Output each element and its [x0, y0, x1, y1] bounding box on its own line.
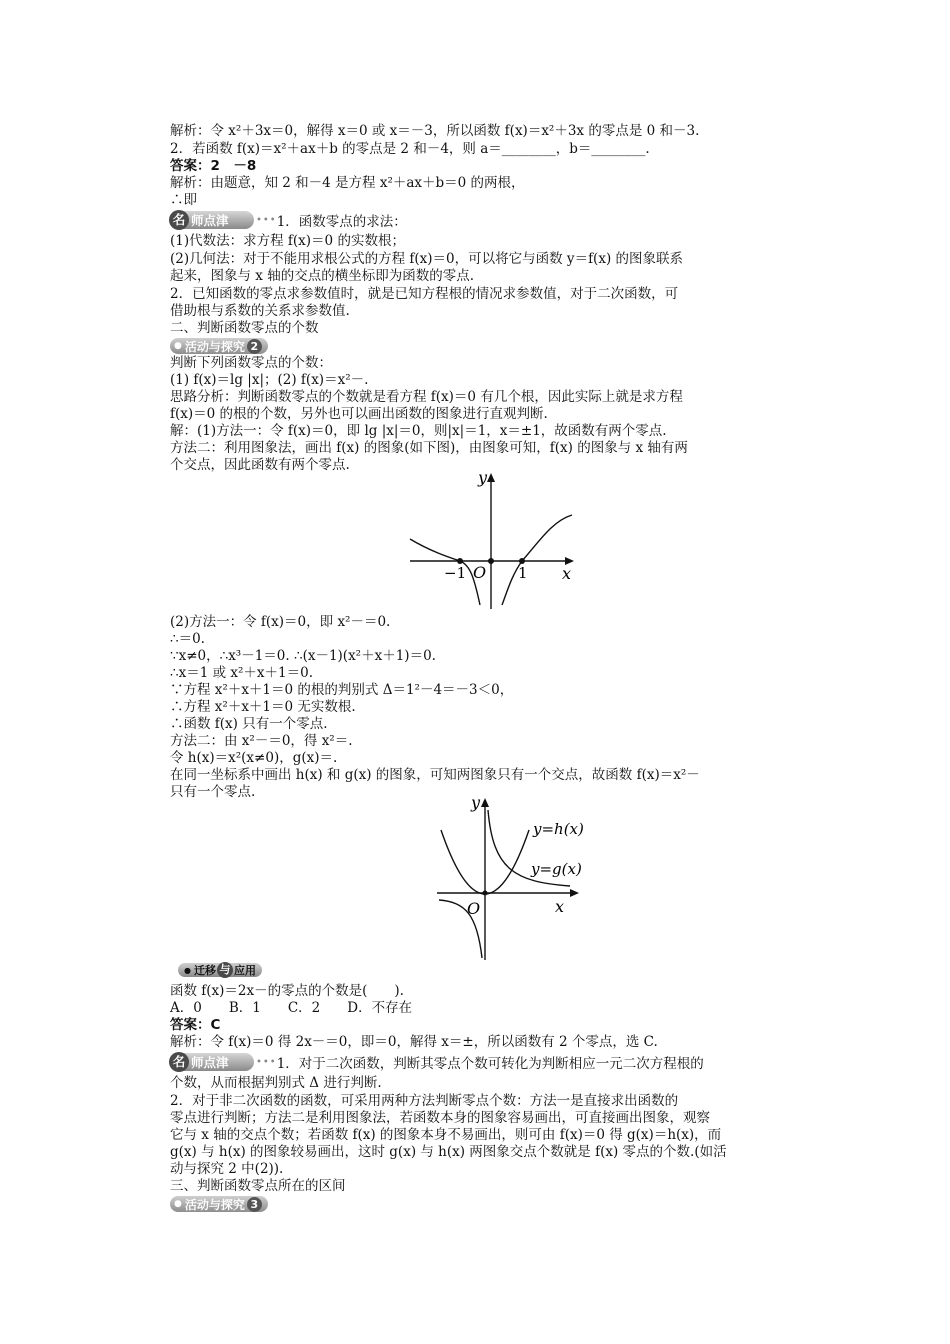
- activity-pill-2: [170, 338, 268, 354]
- tip-dots: •••: [256, 1056, 277, 1068]
- text-n2: A．0 B．1 C．2 D．不存在: [170, 1000, 413, 1016]
- tip-text-2: 1．对于二次函数，判断其零点个数可转化为判断相应一元二次方程根的: [276, 1056, 704, 1072]
- activity-banner-3: [170, 1195, 268, 1213]
- x-label: x: [555, 897, 565, 916]
- transfer-badge: [178, 963, 262, 977]
- text-n3: 答案：C: [170, 1017, 221, 1033]
- zero-point-origin: [488, 558, 494, 564]
- activity-banner-2: [170, 337, 268, 355]
- text-m10: 在同一坐标系中画出 h(x) 和 g(x) 的图象，可知两图象只有一个交点，故函数 f(x)＝x²－: [170, 767, 700, 783]
- text-l15: 思路分析：判断函数零点的个数就是看方程 f(x)＝0 有几个根，因此实际上就是求方程: [170, 389, 683, 405]
- analysis-1: 解析：令 x²＋3x＝0，解得 x＝0 或 x＝－3，所以函数 f(x)＝x²＋3x 的零点是 0 和－3.: [170, 123, 700, 139]
- text-l18: 方法二：利用图象法，画出 f(x) 的图象(如下图)，由图象可知，f(x) 的图象与 x 轴有两: [170, 440, 688, 456]
- tip-banner-2: [170, 1052, 704, 1072]
- curve-right: [502, 515, 572, 605]
- origin-label: O: [473, 563, 487, 582]
- text-m11: 只有一个零点.: [170, 784, 256, 800]
- x-axis-arrow-icon: [570, 889, 579, 897]
- origin-label: O: [467, 899, 481, 918]
- transfer-label-a: 迁移: [193, 964, 216, 977]
- y-label: y: [478, 468, 488, 487]
- text-l9: 起来，图象与 x 轴的交点的横坐标即为函数的零点.: [170, 268, 474, 284]
- activity-label-3: 活动与探究: [184, 1197, 245, 1212]
- activity-pill-3: [170, 1196, 268, 1212]
- analysis-2: 解析：由题意，知 2 和－4 是方程 x²＋ax＋b＝0 的两根，: [170, 175, 525, 191]
- activity-number-2: 2: [247, 339, 262, 354]
- text-m4: ∴x＝1 或 x²＋x＋1＝0.: [170, 665, 313, 681]
- tick-neg1: −1: [444, 564, 467, 582]
- text-l7: (1)代数法：求方程 f(x)＝0 的实数根；: [170, 233, 405, 249]
- bullet-icon: ●: [174, 1199, 182, 1209]
- tip-badge-rest: 师点津: [191, 1055, 229, 1070]
- tip-badge: [170, 211, 254, 229]
- question-2: 2．若函数 f(x)＝x²＋ax＋b 的零点是 2 和－4，则 a＝________，b＝________.: [170, 141, 650, 157]
- text-n8: 零点进行判断；方法二是利用图象法，若函数本身的图象容易画出，可直接画出图象，观察: [170, 1110, 710, 1126]
- tip-dots: •••: [256, 214, 277, 226]
- y-axis-arrow-icon: [487, 473, 495, 482]
- h-curve-label: y=h(x): [533, 820, 584, 838]
- text-n10: g(x) 与 h(x) 的图象较易画出，这时 g(x) 与 h(x) 两图象交点个数就是 f(x) 零点的个数.(如活: [170, 1144, 727, 1160]
- therefore-line: ∴即: [170, 192, 197, 208]
- transfer-banner: [178, 962, 262, 978]
- text-l13: 判断下列函数零点的个数：: [170, 355, 332, 371]
- text-m9: 令 h(x)＝x²(x≠0)，g(x)＝.: [170, 750, 338, 766]
- transfer-label-b: 应用: [233, 964, 256, 977]
- y-axis-arrow-icon: [481, 798, 489, 807]
- bullet-icon: ●: [184, 965, 191, 975]
- text-m7: ∴函数 f(x) 只有一个零点.: [170, 716, 328, 732]
- activity-label-2: 活动与探究: [184, 339, 245, 354]
- tip-badge-rest: 师点津: [191, 213, 229, 228]
- tip-badge-circle: 名: [169, 1052, 189, 1072]
- text-n4: 解析：令 f(x)＝0 得 2x－＝0，即＝0，解得 x＝±，所以函数有 2 个零点，选 C.: [170, 1034, 658, 1050]
- tick-pos1: 1: [518, 564, 528, 582]
- transfer-label-mid: 与: [217, 962, 233, 978]
- answer-2: 答案：2 －8: [170, 158, 257, 174]
- text-n1: 函数 f(x)＝2x－的零点的个数是( ).: [170, 983, 404, 999]
- text-l16: f(x)＝0 的根的个数，另外也可以画出函数的图象进行直观判断.: [170, 406, 548, 422]
- y-label: y: [471, 793, 481, 812]
- graph-lg-abs-x: [400, 465, 590, 615]
- bullet-icon: ●: [174, 341, 182, 351]
- text-n7: 2．对于非二次函数的函数，可采用两种方法判断零点个数：方法一是直接求出函数的: [170, 1093, 679, 1109]
- text-l10: 2．已知函数的零点求参数值时，就是已知方程根的情况求参数值，对于二次函数，可: [170, 286, 679, 302]
- text-l19: 个交点，因此函数有两个零点.: [170, 457, 350, 473]
- intersection-point: [483, 891, 488, 896]
- section-heading-2: 二、判断函数零点的个数: [170, 320, 319, 336]
- text-m8: 方法二：由 x²－＝0，得 x²＝.: [170, 733, 353, 749]
- g-curve-label: y=g(x): [531, 860, 582, 878]
- activity-number-3: 3: [247, 1197, 262, 1212]
- text-m6: ∴方程 x²＋x＋1＝0 无实数根.: [170, 699, 356, 715]
- text-l8: (2)几何法：对于不能用求根公式的方程 f(x)＝0，可以将它与函数 y＝f(x) 的图象联系: [170, 251, 683, 267]
- text-l17: 解：(1)方法一：令 f(x)＝0，即 lg |x|＝0，则|x|＝1，x＝±1，故函数有两个零点.: [170, 423, 667, 439]
- text-l14: (1) f(x)＝lg |x|；(2) f(x)＝x²－.: [170, 372, 369, 388]
- text-m5: ∵方程 x²＋x＋1＝0 的根的判别式 Δ＝1²－4＝－3＜0，: [170, 682, 514, 698]
- text-m2: ∴＝0.: [170, 631, 205, 647]
- text-m3: ∵x≠0，∴x³－1＝0. ∴(x－1)(x²＋x＋1)＝0.: [170, 648, 436, 664]
- tip-text-1: 1．函数零点的求法：: [276, 214, 407, 230]
- section-heading-3: 三、判断函数零点所在的区间: [170, 1178, 346, 1194]
- graph-h-and-g: [425, 790, 600, 965]
- tip-badge-circle: 名: [169, 210, 189, 230]
- text-n9: 它与 x 轴的交点个数；若函数 f(x) 的图象本身不易画出，则可由 f(x)＝0 得 g(x)＝h(x)，而: [170, 1127, 722, 1143]
- text-l11: 借助根与系数的关系求参数值.: [170, 303, 350, 319]
- text-n11: 动与探究 2 中(2)).: [170, 1161, 284, 1177]
- text-n6: 个数，从而根据判别式 Δ 进行判断.: [170, 1075, 382, 1091]
- text-m1: (2)方法一：令 f(x)＝0，即 x²－＝0.: [170, 614, 391, 630]
- tip-badge: [170, 1053, 254, 1071]
- tip-banner-1: [170, 210, 407, 230]
- x-label: x: [562, 564, 572, 583]
